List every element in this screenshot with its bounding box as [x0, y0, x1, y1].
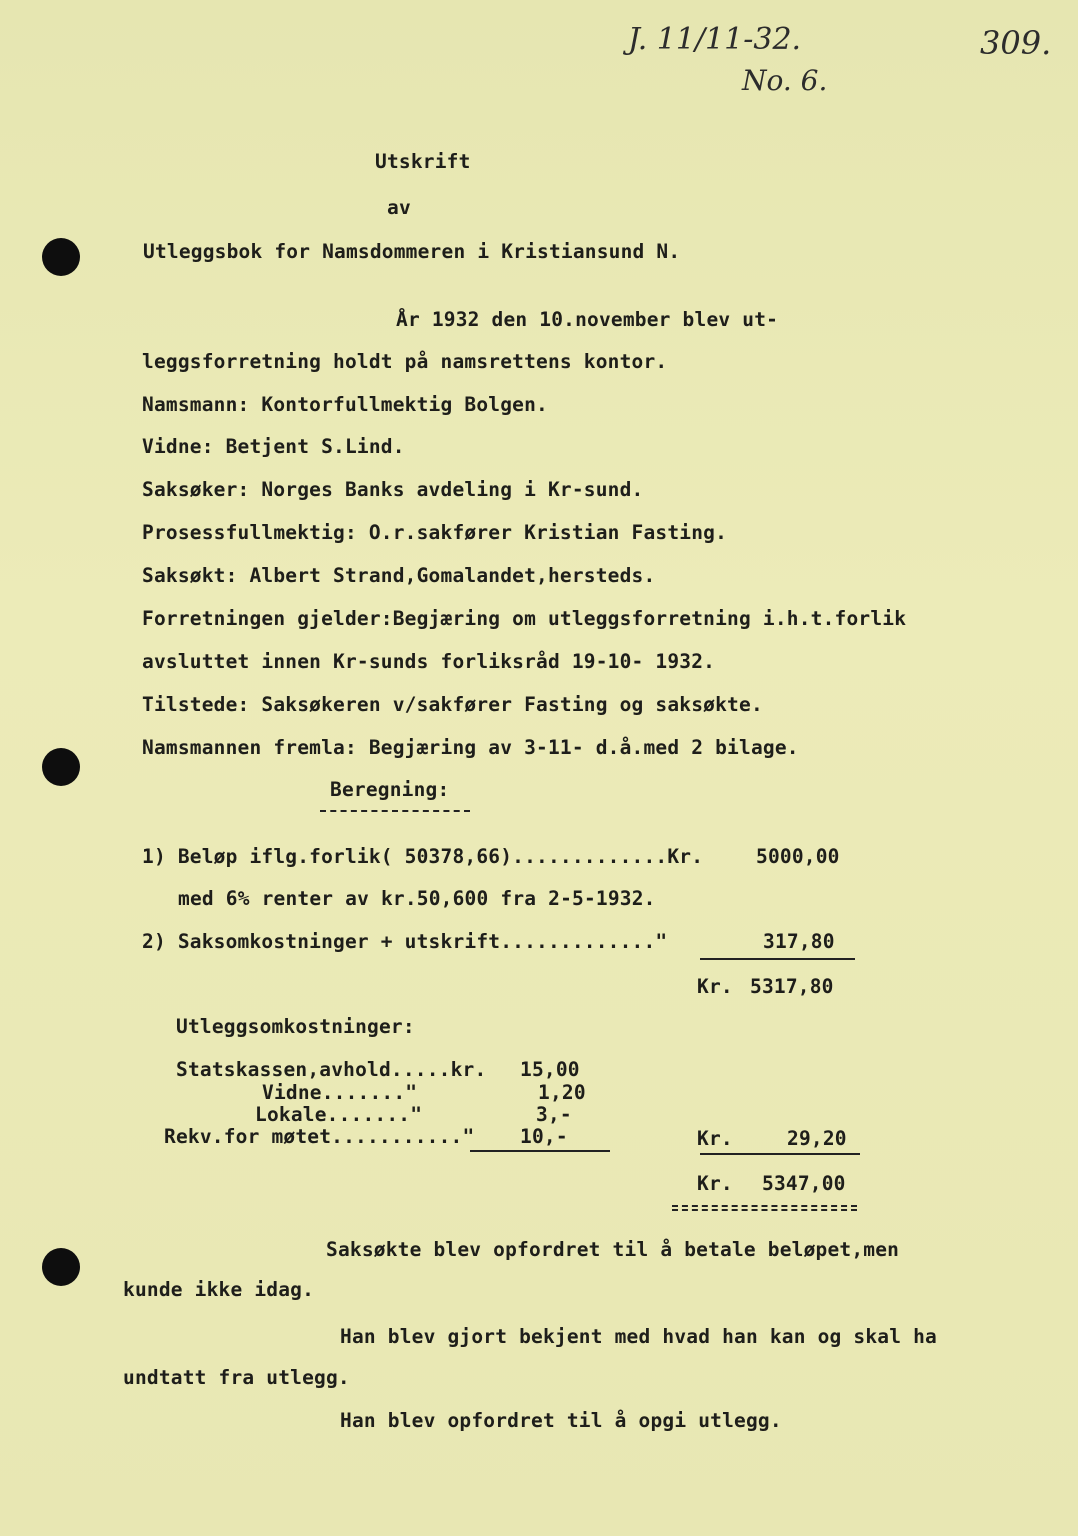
namsmann-line: Namsmann: Kontorfullmektig Bolgen.: [142, 393, 548, 416]
costs-total-rule: [700, 1153, 860, 1155]
closing-line-1: Saksøkte blev opfordret til å betale beløpet,men: [326, 1238, 900, 1261]
fremla-line: Namsmannen fremla: Begjæring av 3-11- d.å.med 2 bilage.: [142, 736, 799, 759]
number-note: No. 6.: [742, 64, 828, 97]
vidne-line: Vidne: Betjent S.Lind.: [142, 435, 405, 458]
cost-line-amount: 1,20: [538, 1081, 586, 1104]
closing-line-2: kunde ikke idag.: [123, 1278, 315, 1301]
intro-line-1: År 1932 den 10.november blev ut-: [396, 308, 779, 331]
cost-line-label: Vidne.......": [262, 1081, 418, 1104]
costs-heading: Utleggsomkostninger:: [176, 1015, 415, 1038]
closing-line-3: Han blev gjort bekjent med hvad han kan og skal ha: [340, 1325, 937, 1348]
calculation-heading: Beregning:: [330, 778, 450, 801]
calc-item-1: 1) Beløp iflg.forlik( 50378,66).............Kr.: [142, 845, 704, 868]
saksokt-line: Saksøkt: Albert Strand,Gomalandet,hersteds.: [142, 564, 656, 587]
forretning-line-2: avsluttet innen Kr-sunds forliksråd 19-10- 1932.: [142, 650, 716, 673]
saksoker-line: Saksøker: Norges Banks avdeling i Kr-sund.: [142, 478, 644, 501]
cost-line-amount: 3,-: [536, 1103, 572, 1126]
closing-line-4: undtatt fra utlegg.: [123, 1366, 350, 1389]
calc-item-1-amount: 5000,00: [756, 845, 840, 868]
costs-total-label: Kr.: [697, 1127, 733, 1150]
calc-item-1-note: med 6% renter av kr.50,600 fra 2-5-1932.: [178, 887, 656, 910]
bleed-through: [160, 120, 795, 140]
subtotal-amount: 5317,80: [750, 975, 834, 998]
forretning-line-1: Forretningen gjelder:Begjæring om utleggsforretning i.h.t.forlik: [142, 607, 907, 630]
subtotal-rule: [700, 958, 855, 960]
cost-line-amount: 15,00: [520, 1058, 580, 1081]
costs-total-amount: 29,20: [787, 1127, 847, 1150]
cost-line-label: Rekv.for møtet...........": [164, 1125, 475, 1148]
grand-total-label: Kr.: [697, 1172, 733, 1195]
grand-total-double-rule: [672, 1205, 857, 1207]
calc-item-2-amount: 317,80: [763, 930, 835, 953]
tilstede-line: Tilstede: Saksøkeren v/sakfører Fasting og saksøkte.: [142, 693, 763, 716]
calc-item-2: 2) Saksomkostninger + utskrift.............": [142, 930, 668, 953]
punch-hole-top: [42, 238, 80, 276]
date-note: J. 11/11-32.: [628, 22, 802, 57]
book-title: Utleggsbok for Namsdommeren i Kristiansund N.: [143, 240, 681, 263]
grand-total-double-rule-2: [672, 1209, 857, 1211]
cost-line-amount: 10,-: [520, 1125, 568, 1148]
punch-hole-middle: [42, 748, 80, 786]
page-number: 309.: [980, 24, 1052, 62]
intro-line-2: leggsforretning holdt på namsrettens kontor.: [142, 350, 668, 373]
heading-underline: [320, 810, 470, 812]
closing-line-5: Han blev opfordret til å opgi utlegg.: [340, 1409, 782, 1432]
cost-line-label: Lokale.......": [255, 1103, 423, 1126]
prosessfullmektig-line: Prosessfullmektig: O.r.sakfører Kristian Fasting.: [142, 521, 728, 544]
punch-hole-bottom: [42, 1248, 80, 1286]
grand-total-amount: 5347,00: [762, 1172, 846, 1195]
title-of: av: [387, 196, 411, 219]
costs-rule: [470, 1150, 610, 1152]
subtotal-label: Kr.: [697, 975, 733, 998]
cost-line-label: Statskassen,avhold.....kr.: [176, 1058, 487, 1081]
document-title: Utskrift: [375, 150, 471, 173]
